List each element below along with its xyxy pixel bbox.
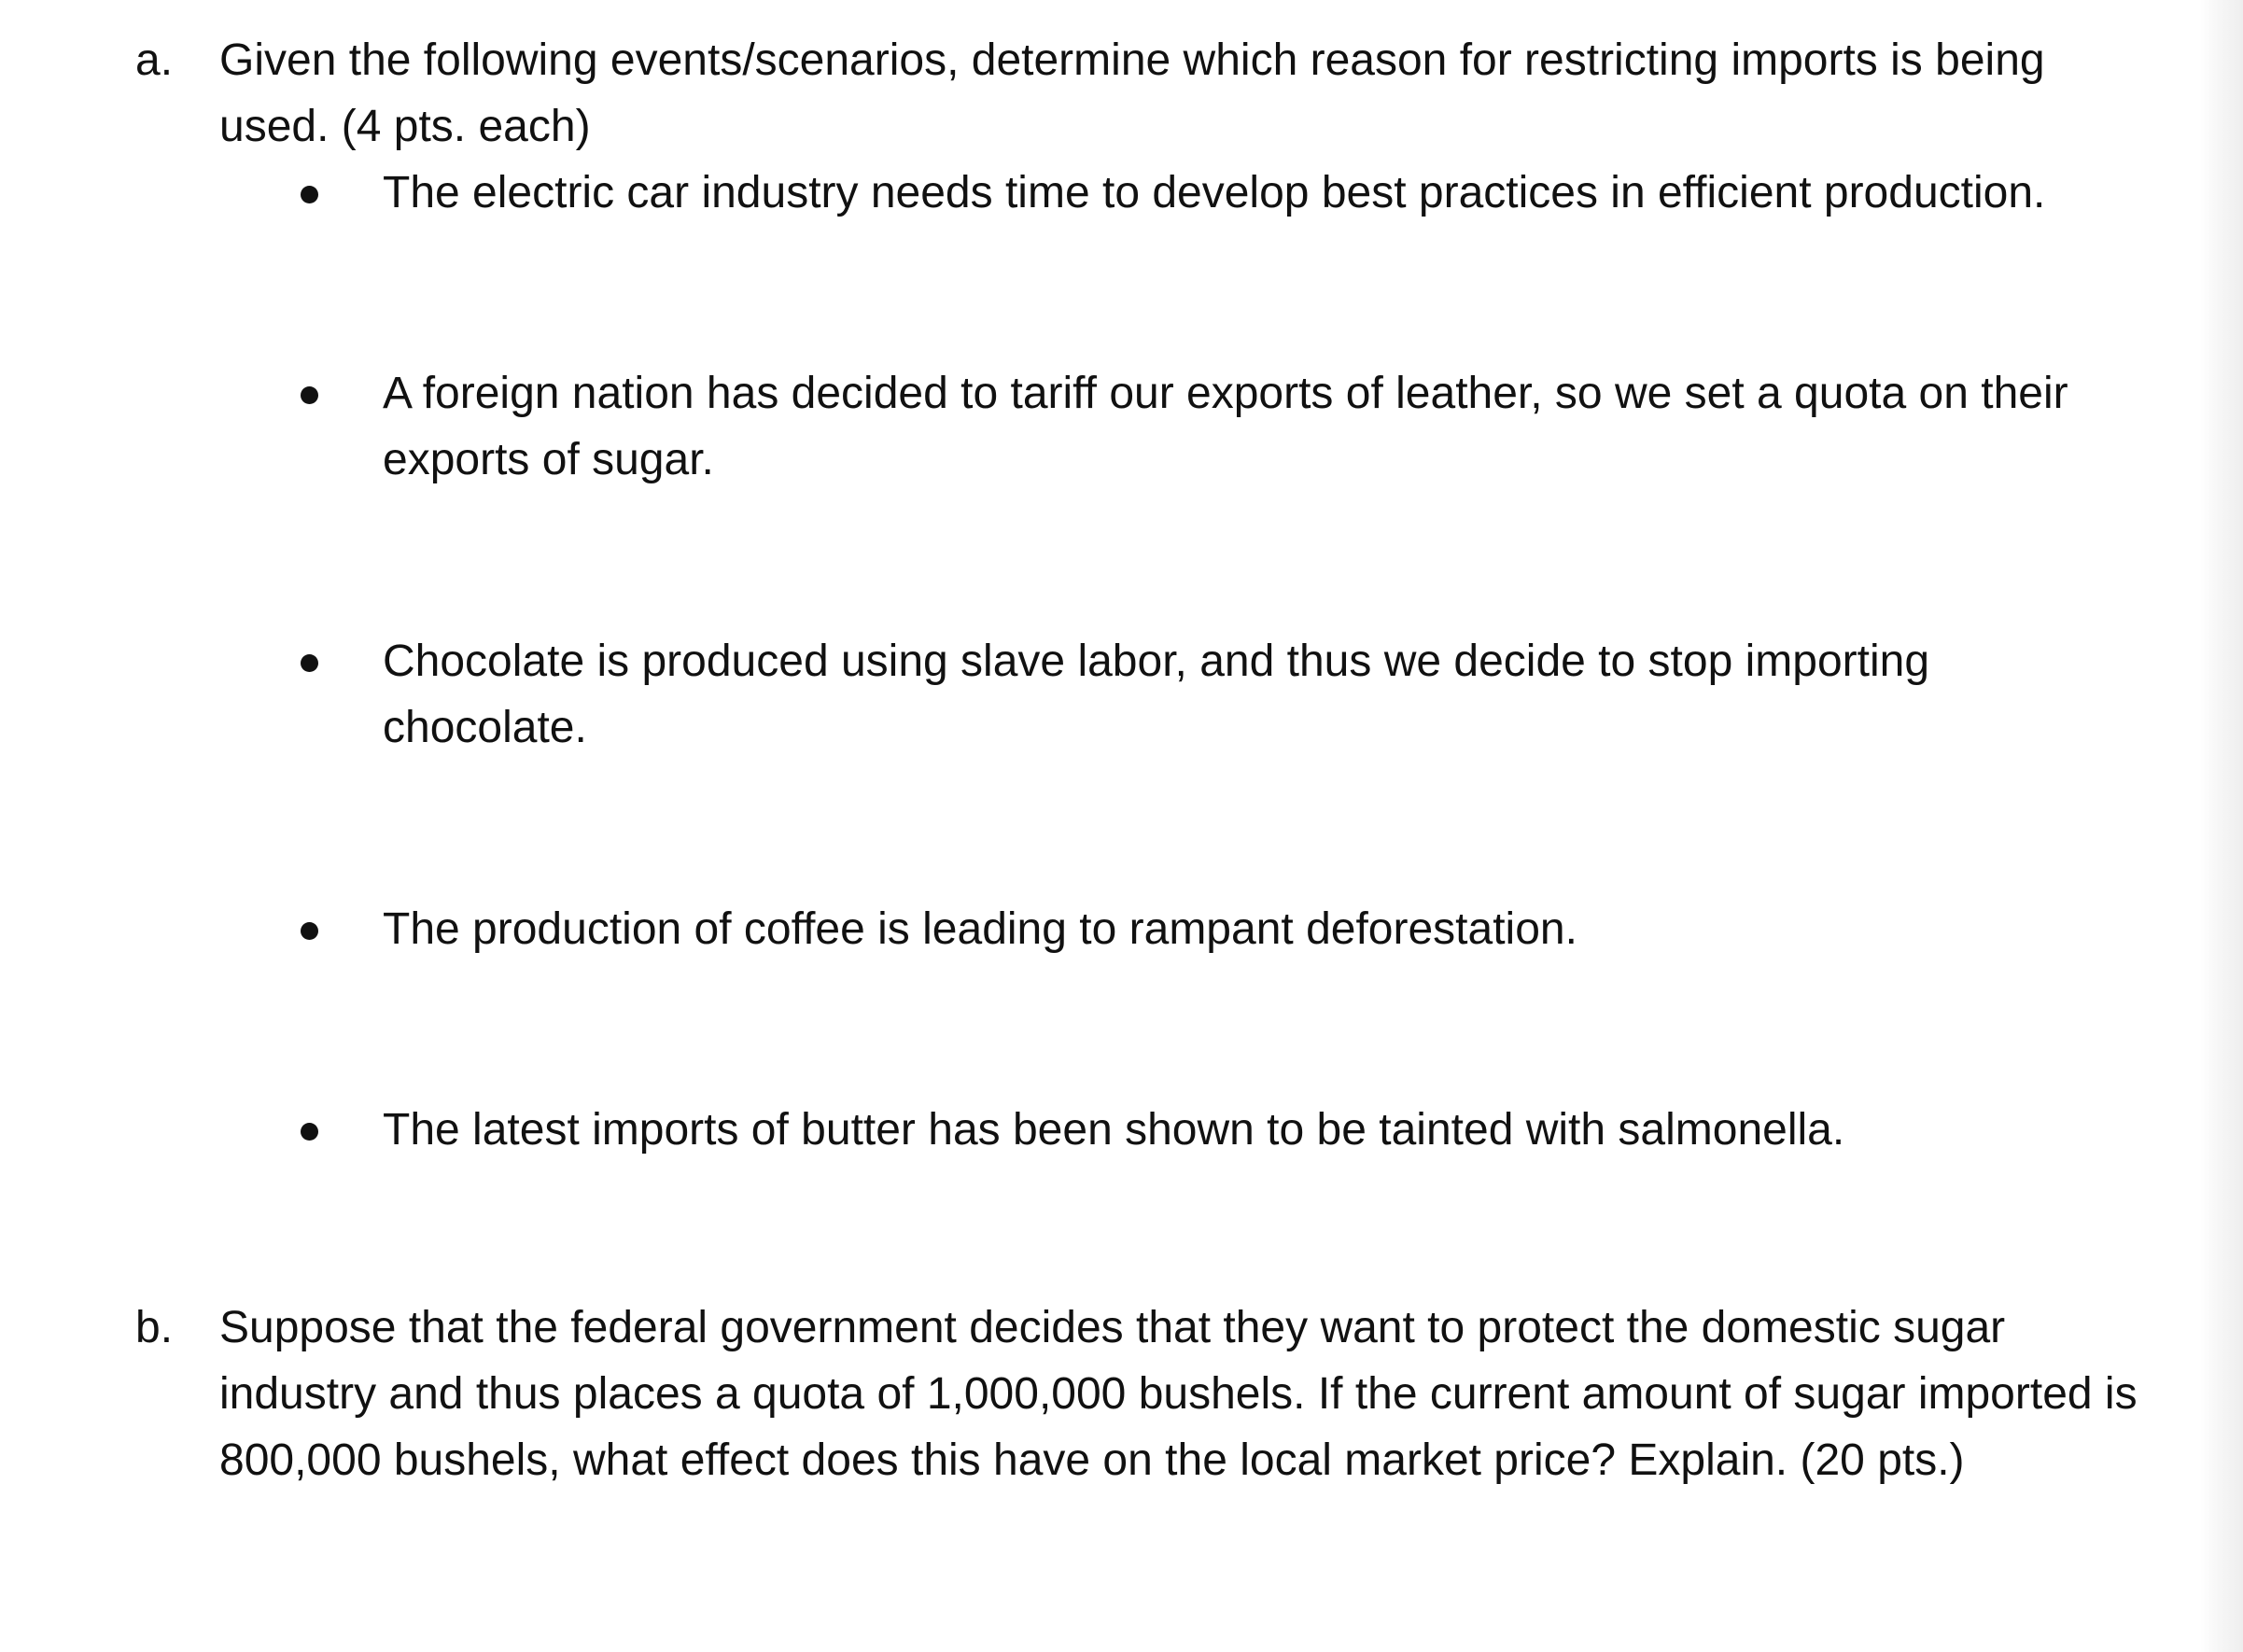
bullet-icon: [301, 922, 318, 940]
section-a-prompt: Given the following events/scenarios, determine which reason for restricting imports is being used. (4 pts. each): [219, 35, 2045, 151]
page-edge-shadow: [2200, 0, 2243, 1652]
bullet-icon: [301, 654, 318, 672]
section-a-marker: a.: [135, 35, 174, 85]
scenario-item: Chocolate is produced using slave labor, and thus we decide to stop importing chocolate.: [383, 637, 1930, 752]
bullet-icon: [301, 1123, 318, 1141]
scenario-item: The production of coffee is leading to rampant deforestation.: [383, 904, 1577, 954]
scenario-item: The electric car industry needs time to develop best practices in efficient production.: [383, 168, 2046, 217]
section-b-marker: b.: [135, 1303, 174, 1352]
scenario-item: The latest imports of butter has been shown to be tainted with salmonella.: [383, 1105, 1845, 1155]
section-b-prompt: Suppose that the federal government decides that they want to protect the domestic sugar industry and thus places a quota of 1,000,000 bushels. If the current amount of sugar imported is 800,000 bushels, what effect does this have on the local market price? Explain. (20 pts.): [219, 1303, 2138, 1485]
bullet-icon: [301, 186, 318, 203]
scenario-item: A foreign nation has decided to tariff our exports of leather, so we set a quota on their exports of sugar.: [383, 369, 2068, 484]
bullet-icon: [301, 386, 318, 404]
